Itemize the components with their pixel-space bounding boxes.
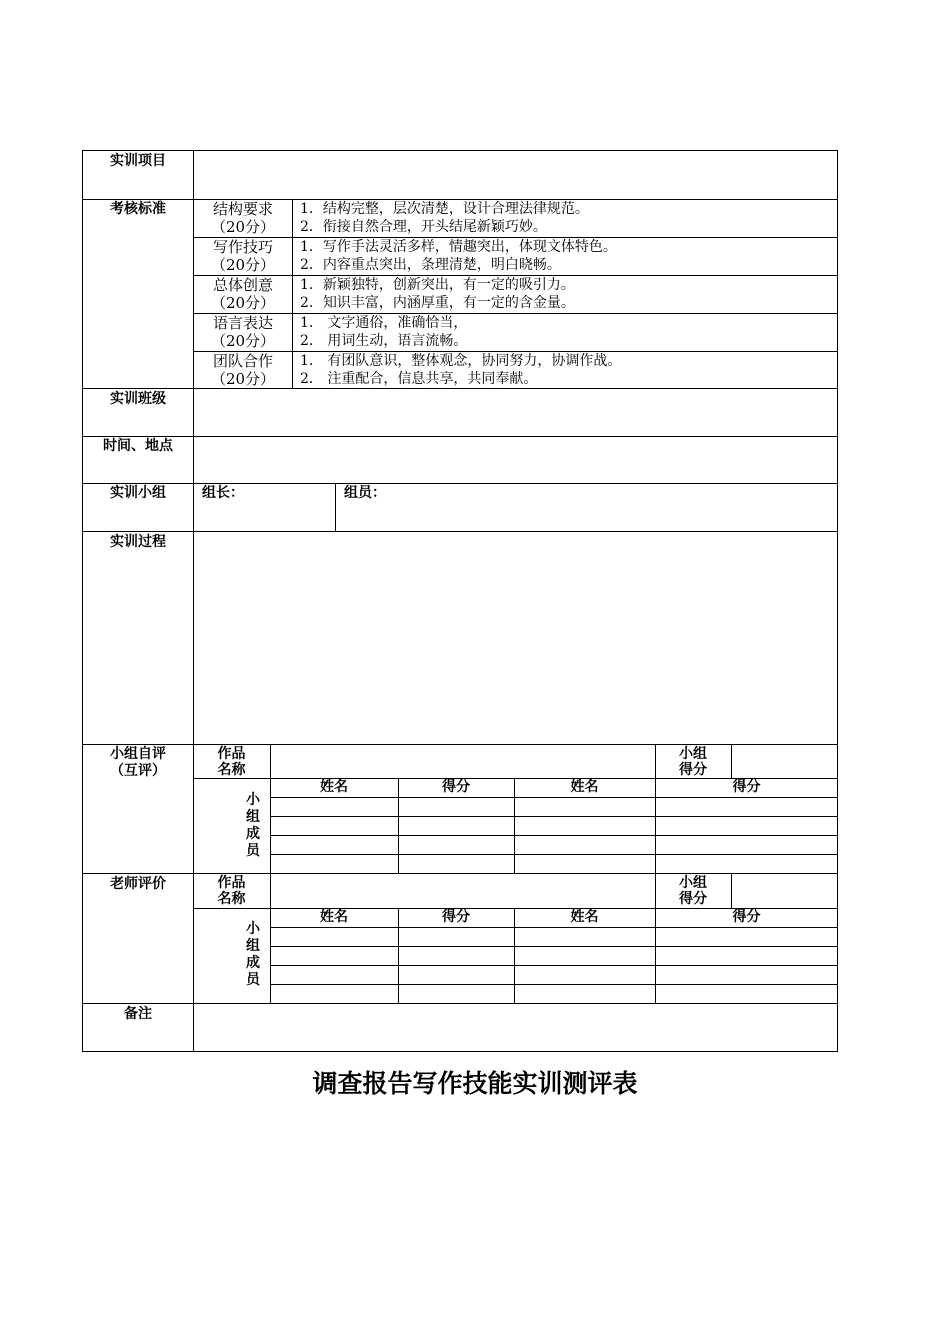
row-label-group: 实训小组	[110, 485, 166, 501]
group-leader-label: 组长：	[202, 485, 244, 501]
row-label-teacher-eval: 老师评价	[110, 876, 166, 892]
row-label-project: 实训项目	[110, 153, 166, 169]
row-label-time-place: 时间、地点	[103, 438, 173, 454]
col-score-header: 得分	[732, 909, 761, 925]
criterion-item: 1． 有团队意识，整体观念，协同努力，协调作战。	[300, 353, 622, 369]
work-name-label-2: 名称	[217, 762, 246, 778]
members-label: 小 组 成 员	[246, 921, 260, 988]
criterion-points: （20分）	[210, 332, 276, 350]
row-label-standards: 考核标准	[110, 201, 166, 217]
criterion-item: 2．知识丰富，内涵厚重，有一定的含金量。	[300, 295, 575, 311]
row-label-process: 实训过程	[110, 534, 166, 550]
criterion-name: 语言表达	[212, 314, 273, 332]
group-score-label: 小组	[679, 875, 707, 891]
criterion-points: （20分）	[210, 370, 276, 388]
work-name-label-2: 名称	[217, 891, 246, 907]
group-score-label-2: 得分	[679, 762, 707, 778]
criterion-name: 团队合作	[212, 352, 273, 370]
row-label-self-eval: 小组自评	[110, 746, 166, 762]
row-label-remarks: 备注	[124, 1006, 152, 1022]
col-name-header: 姓名	[570, 779, 599, 795]
group-members-label: 组员：	[344, 485, 386, 501]
col-name-header: 姓名	[570, 909, 599, 925]
members-label: 小 组 成 员	[246, 792, 260, 859]
group-score-label-2: 得分	[679, 891, 707, 907]
work-name-label: 作品	[217, 746, 246, 762]
document-title: 调查报告写作技能实训测评表	[312, 1069, 638, 1098]
col-name-header: 姓名	[320, 909, 348, 925]
criterion-item: 2． 注重配合，信息共享，共同奉献。	[300, 371, 538, 387]
criterion-points: （20分）	[210, 256, 276, 274]
criterion-points: （20分）	[210, 294, 276, 312]
col-name-header: 姓名	[320, 779, 348, 795]
row-label-self-eval-sub: （互评）	[110, 763, 166, 779]
criterion-points: （20分）	[210, 218, 276, 236]
row-label-class: 实训班级	[110, 391, 166, 407]
evaluation-form-table	[82, 150, 838, 1052]
criterion-name: 写作技巧	[212, 238, 273, 256]
criterion-name: 结构要求	[212, 200, 273, 218]
col-score-header: 得分	[442, 909, 470, 925]
criterion-item: 1．写作手法灵活多样，情趣突出，体现文体特色。	[300, 239, 617, 255]
criterion-item: 1． 文字通俗，准确恰当，	[300, 315, 468, 331]
criterion-item: 2． 用词生动，语言流畅。	[300, 333, 468, 349]
col-score-header: 得分	[442, 779, 470, 795]
criterion-item: 1．结构完整，层次清楚，设计合理法律规范。	[300, 201, 589, 217]
criterion-item: 2．内容重点突出，条理清楚，明白晓畅。	[300, 257, 561, 273]
col-score-header: 得分	[732, 779, 761, 795]
work-name-label: 作品	[217, 875, 246, 891]
criterion-item: 2．衔接自然合理，开头结尾新颖巧妙。	[300, 219, 547, 235]
criterion-name: 总体创意	[212, 276, 273, 294]
group-score-label: 小组	[679, 746, 707, 762]
criterion-item: 1．新颖独特，创新突出，有一定的吸引力。	[300, 277, 575, 293]
